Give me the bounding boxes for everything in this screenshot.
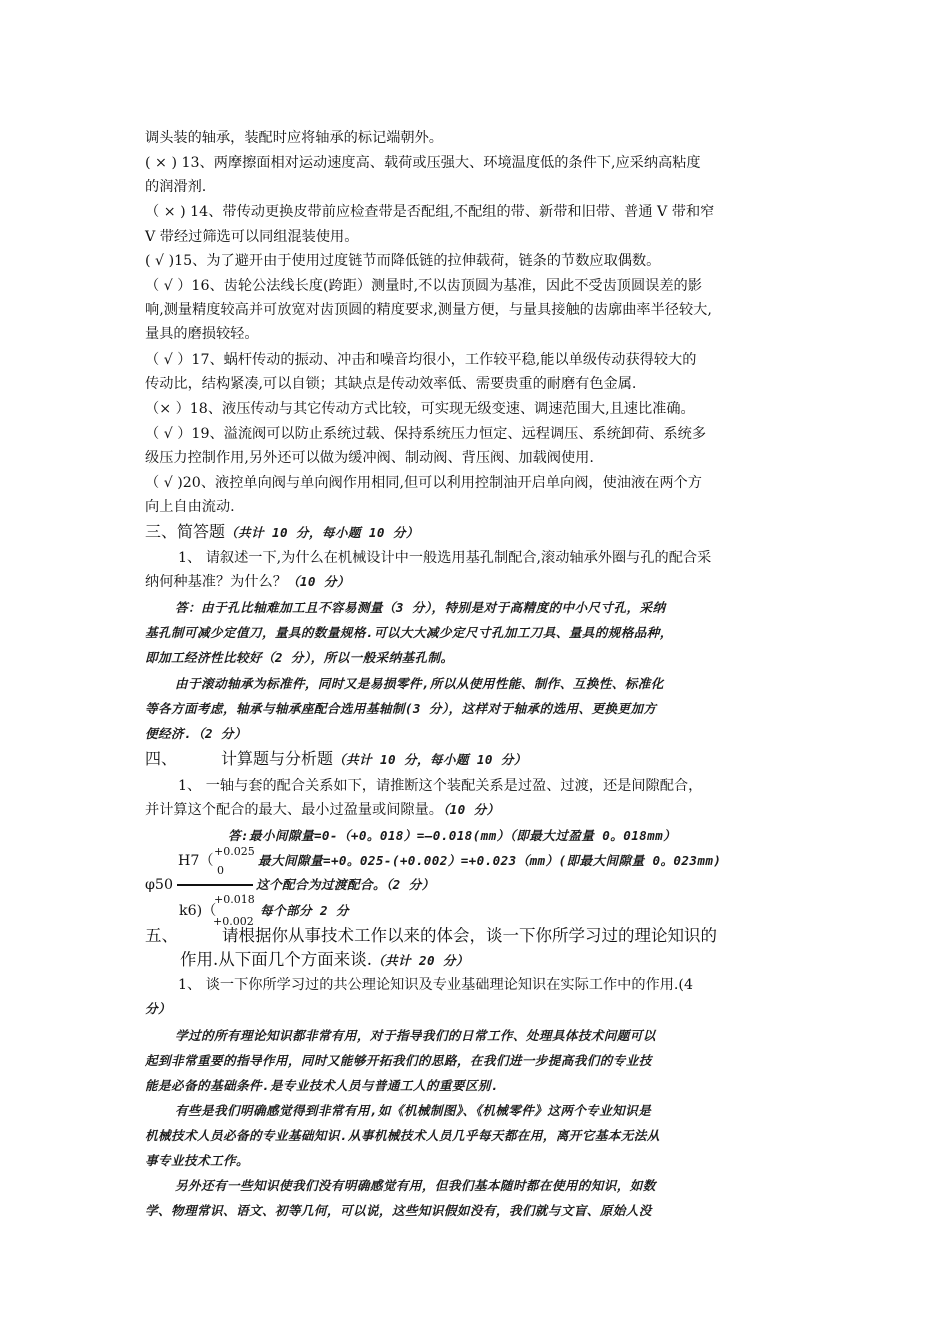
answer-line: 事专业技术工作。 xyxy=(145,1153,249,1168)
judgment-line: V 带经过筛选可以同组混装使用。 xyxy=(145,229,359,245)
answer-line: 每个部分 2 分 xyxy=(260,903,349,918)
hole-upper-deviation: +0.025 xyxy=(214,845,255,858)
question-line: 1、 一轴与套的配合关系如下，请推断这个装配关系是过盈、过渡，还是间隙配合， xyxy=(178,778,703,794)
judgment-line: （ √ )20、液控单向阀与单向阀作用相同,但可以利用控制油开启单向阀，使油液在两个方 xyxy=(145,475,702,491)
section-5-heading: 作用.从下面几个方面来谈.（共计 20 分） xyxy=(180,950,469,969)
shaft-upper-deviation: +0.018 xyxy=(214,893,255,906)
judgment-line: 级压力控制作用,另外还可以做为缓冲阀、制动阀、背压阀、加载阀使用. xyxy=(145,450,594,466)
question-line: 1、 请叙述一下,为什么在机械设计中一般选用基孔制配合,滚动轴承外圈与孔的配合采 xyxy=(178,550,712,566)
judgment-line: ( √ )15、为了避开由于使用过度链节而降低链的拉伸载荷，链条的节数应取偶数。 xyxy=(145,253,661,269)
shaft-lower-deviation: +0.002 xyxy=(213,915,254,928)
basic-size: φ50 xyxy=(145,877,173,893)
fraction-bar xyxy=(177,884,253,886)
answer-line: 由于滚动轴承为标准件，同时又是易损零件,所以从使用性能、制作、互换性、标准化 xyxy=(175,676,664,691)
judgment-line: 向上自由流动. xyxy=(145,499,235,515)
judgment-line: 的润滑剂. xyxy=(145,179,207,195)
shaft-tolerance-class: k6)（ xyxy=(179,903,217,919)
section-5-heading: 五、 请根据你从事技术工作以来的体会，谈一下你所学习过的理论知识的 xyxy=(145,926,717,945)
answer-line: 学过的所有理论知识都非常有用，对于指导我们的日常工作、处理具体技术问题可以 xyxy=(175,1028,656,1043)
judgment-line: 量具的磨损较轻。 xyxy=(145,326,259,342)
answer-line: 起到非常重要的指导作用，同时又能够开拓我们的思路，在我们进一步提高我们的专业技 xyxy=(145,1053,652,1068)
answer-line: 有些是我们明确感觉得到非常有用,如《机械制图》、《机械零件》这两个专业知识是 xyxy=(175,1103,652,1118)
judgment-line: （ × ) 14、带传动更换皮带前应检查带是否配组,不配组的带、新带和旧带、普通 V 带和窄 xyxy=(145,204,715,220)
question-line: 1、 谈一下你所学习过的共公理论知识及专业基础理论知识在实际工作中的作用.(4 xyxy=(178,977,693,993)
answer-line: 这个配合为过渡配合。（2 分） xyxy=(256,877,435,892)
answer-line: 另外还有一些知识使我们没有明确感觉有用，但我们基本随时都在使用的知识，如数 xyxy=(175,1178,656,1193)
question-line: 并计算这个配合的最大、最小过盈量或间隙量。（10 分） xyxy=(145,802,500,818)
answer-line: 等各方面考虑，轴承与轴承座配合选用基轴制(3 分），这样对于轴承的选用、更换更加方 xyxy=(145,701,657,716)
answer-line: 即加工经济性比较好（2 分），所以一般采纳基孔制。 xyxy=(145,650,454,665)
answer-line: 机械技术人员必备的专业基础知识.从事机械技术人员几乎每天都在用，离开它基本无法从 xyxy=(145,1128,660,1143)
question-line: 纳何种基准？为什么？（10 分） xyxy=(145,574,350,590)
judgment-line: ( × ) 13、两摩擦面相对运动速度高、载荷或压强大、环境温度低的条件下,应采纳高粘度 xyxy=(145,155,701,171)
question-line: 分） xyxy=(145,1001,171,1016)
answer-line: 基孔制可减少定值刀，量具的数量规格.可以大大减少定尺寸孔加工刀具、量具的规格品种， xyxy=(145,625,673,640)
answer-line: 答：由于孔比轴难加工且不容易测量（3 分），特别是对于高精度的中小尺寸孔，采纳 xyxy=(175,600,666,615)
judgment-line: （ √ ）16、齿轮公法线长度(跨距）测量时,不以齿顶圆为基准，因此不受齿顶圆误差的影 xyxy=(145,278,702,294)
answer-line: 能是必备的基础条件.是专业技术人员与普通工人的重要区别. xyxy=(145,1078,499,1093)
answer-line: 答:最小间隙量=0-（+0。018）=—0.018(mm）（即最大过盈量 0。018mm） xyxy=(228,828,677,843)
hole-tolerance-class: H7（ xyxy=(178,853,214,869)
judgment-line: （ √ ）17、蜗杆传动的振动、冲击和噪音均很小，工作较平稳,能以单级传动获得较大的 xyxy=(145,352,697,368)
judgment-line: 传动比，结构紧凑,可以自锁；其缺点是传动效率低、需要贵重的耐磨有色金属. xyxy=(145,376,637,392)
section-4-heading: 四、 计算题与分析题（共计 10 分，每小题 10 分） xyxy=(145,749,527,768)
judgment-line: 调头装的轴承，装配时应将轴承的标记端朝外。 xyxy=(145,130,443,146)
answer-line: 学、物理常识、语文、初等几何，可以说，这些知识假如没有，我们就与文盲、原始人没 xyxy=(145,1203,652,1218)
hole-lower-deviation: 0 xyxy=(217,864,224,877)
section-3-heading: 三、简答题（共计 10 分，每小题 10 分） xyxy=(145,522,419,541)
answer-line: 最大间隙量=+0。025-(+0.002）=+0.023（mm）(即最大间隙量 0。023mm) xyxy=(258,853,722,868)
judgment-line: 响,测量精度较高并可放宽对齿顶圆的精度要求,测量方便，与量具接触的齿廓曲率半径较大, xyxy=(145,302,712,318)
judgment-line: （× ）18、液压传动与其它传动方式比较，可实现无级变速、调速范围大,且速比准确。 xyxy=(145,401,695,417)
answer-line: 便经济.（2 分） xyxy=(145,726,247,741)
judgment-line: （ √ ）19、溢流阀可以防止系统过载、保持系统压力恒定、远程调压、系统卸荷、系统多 xyxy=(145,426,707,442)
